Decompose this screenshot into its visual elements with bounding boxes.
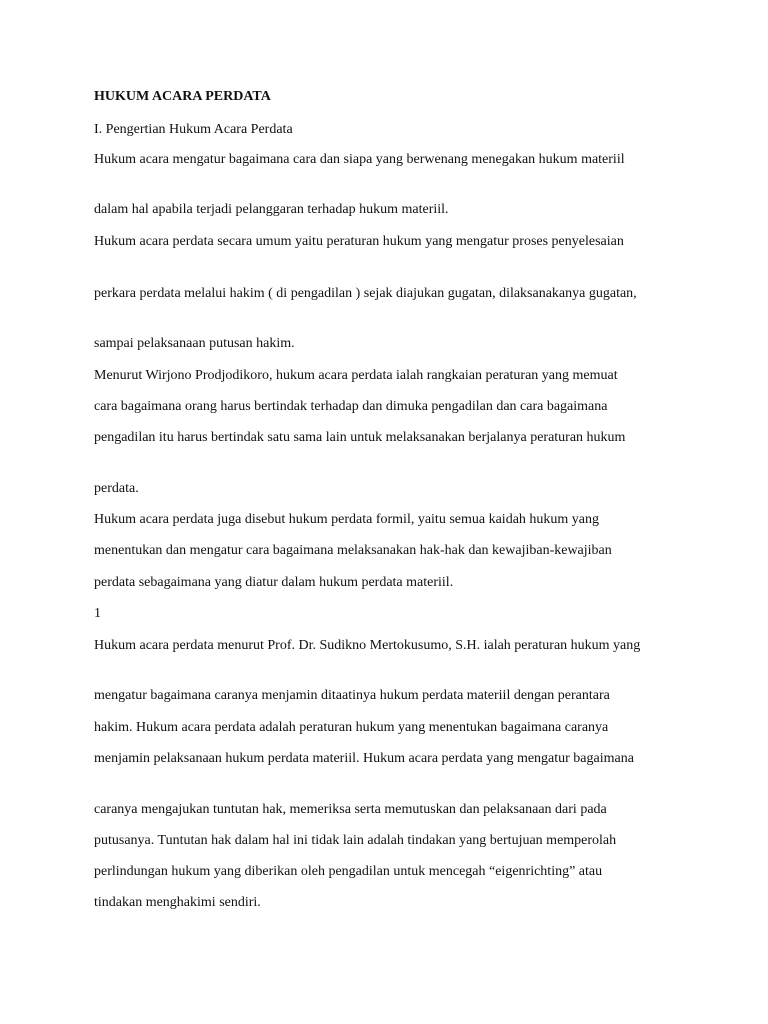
text-line: caranya mengajukan tuntutan hak, memeriksa serta memutuskan dan pelaksanaan dari pada: [94, 802, 607, 817]
text-line: Hukum acara mengatur bagaimana cara dan siapa yang berwenang menegakan hukum materiil: [94, 152, 625, 167]
text-line: putusanya. Tuntutan hak dalam hal ini tidak lain adalah tindakan yang bertujuan memperolah: [94, 833, 617, 848]
text-line: perdata sebagaimana yang diatur dalam hukum perdata materiil.: [94, 575, 454, 590]
text-line: Hukum acara perdata secara umum yaitu peraturan hukum yang mengatur proses penyelesaian: [94, 234, 624, 249]
text-line: tindakan menghakimi sendiri.: [94, 895, 261, 910]
text-line: menjamin pelaksanaan hukum perdata materiil. Hukum acara perdata yang mengatur bagaimana: [94, 751, 634, 766]
text-line: cara bagaimana orang harus bertindak terhadap dan dimuka pengadilan dan cara bagaimana: [94, 399, 608, 414]
text-line: Menurut Wirjono Prodjodikoro, hukum acara perdata ialah rangkaian peraturan yang memuat: [94, 368, 618, 383]
text-line: sampai pelaksanaan putusan hakim.: [94, 336, 295, 351]
text-line: perdata.: [94, 481, 139, 496]
section-heading: I. Pengertian Hukum Acara Perdata: [94, 122, 293, 137]
text-line: dalam hal apabila terjadi pelanggaran terhadap hukum materiil.: [94, 202, 449, 217]
text-line: perlindungan hukum yang diberikan oleh pengadilan untuk mencegah “eigenrichting” atau: [94, 864, 603, 879]
text-line: Hukum acara perdata menurut Prof. Dr. Sudikno Mertokusumo, S.H. ialah peraturan hukum yang: [94, 638, 641, 653]
text-line: perkara perdata melalui hakim ( di pengadilan ) sejak diajukan gugatan, dilaksanakanya gugatan,: [94, 286, 637, 301]
text-line: Hukum acara perdata juga disebut hukum perdata formil, yaitu semua kaidah hukum yang: [94, 512, 600, 527]
text-line: menentukan dan mengatur cara bagaimana melaksanakan hak-hak dan kewajiban-kewajiban: [94, 543, 612, 558]
text-line: hakim. Hukum acara perdata adalah peraturan hukum yang menentukan bagaimana caranya: [94, 720, 609, 735]
text-line: pengadilan itu harus bertindak satu sama lain untuk melaksanakan berjalanya peraturan hukum: [94, 430, 626, 445]
text-line: mengatur bagaimana caranya menjamin ditaatinya hukum perdata materiil dengan perantara: [94, 688, 610, 703]
page-number: 1: [94, 606, 101, 621]
document-title: HUKUM ACARA PERDATA: [94, 89, 271, 104]
